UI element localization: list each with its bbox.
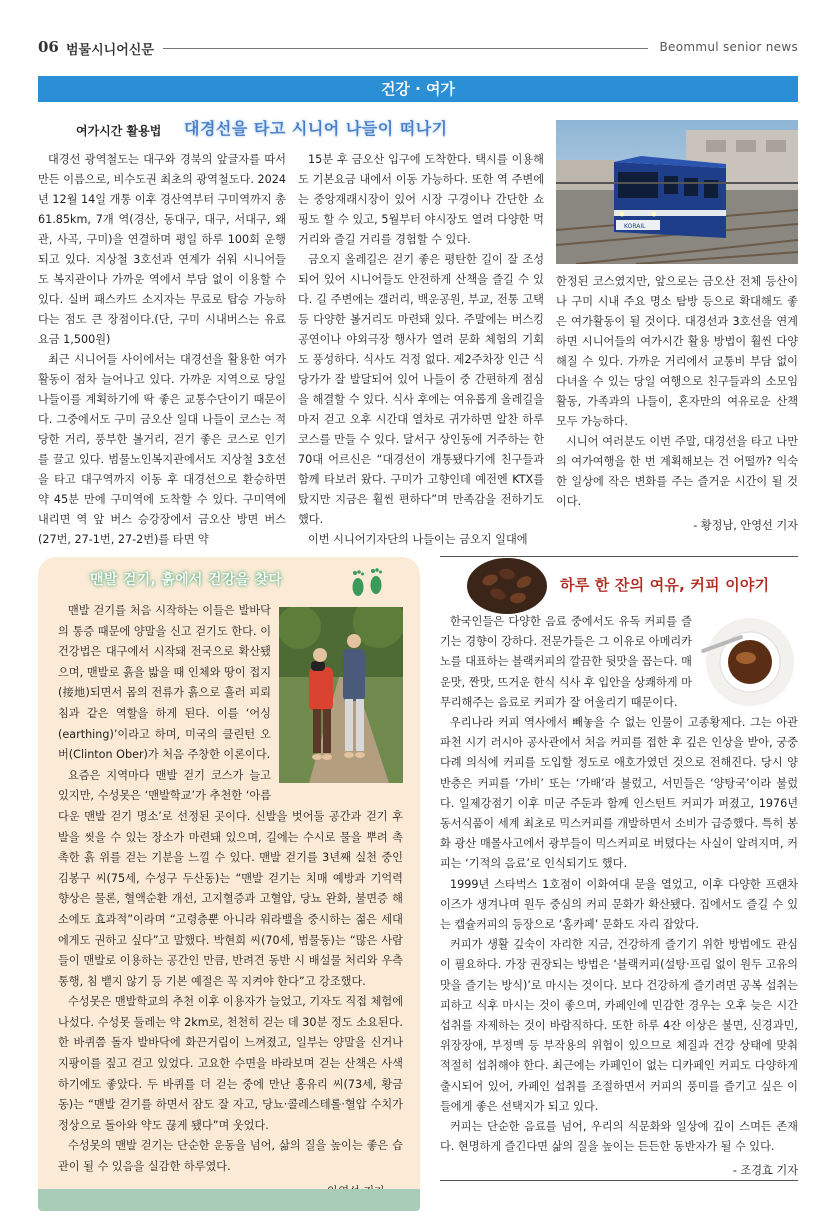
coffee-cup-image: [698, 612, 798, 708]
paragraph: 커피가 생활 깊숙이 자리한 지금, 건강하게 즐기기 위한 방법에도 관심이 필요하다. 가장 권장되는 방법은 ‘블랙커피(설탕·프림 없이 원두 고유의 맛을 즐기는 방식)’로 마시는 것이다. 보다 건강하게 즐기려면 공복 섭취는 피하고 식후 마시는 것이 좋으며, 카페인에 민감한 경우는 오후 늦은 시간 섭취를 자제하는 것이 바람직하다. 또한 하루 4잔 이상은 불면, 신경과민, 위장장애, 부정맥 등 부작용의 위험이 있으므로 체질과 건강 상태에 맞춰 적절히 섭취해야 한다. 최근에는 카페인이 없는 디카페인 커피도 다양하게 출시되어 있어, 카페인 섭취를 조절하면서 커피의 풍미를 즐기고 싶은 이들에게 좋은 선택지가 되고 있다.: [440, 938, 798, 1113]
article3-byline: - 조경효 기자: [732, 1164, 798, 1178]
coffee-bottom-rule: [440, 1180, 798, 1181]
article2-headline: 맨발 걷기, 흙에서 건강을 찾다: [90, 572, 283, 588]
paragraph: 대경선 광역철도는 대구와 경북의 앞글자를 따서 만든 이름으로, 비수도권 최초의 광역철도다. 2024년 12월 14일 개통 이후 경산역부터 구미역까지 총 61.85km, 7개 역(경산, 동대구, 대구, 서대구, 왜관, 사곡, 구미)을 연결하며 평일 하루 100회 운행되고 있다. 지상철 3호선과 연계가 쉬워 시니어들도 복지관이나 가까운 역에서 부담 없이 이용할 수 있다. 실버 패스카드 소지자는 무료로 탑승 가능하다는 점도 큰 장점이다.(단, 구미 시내버스는 유료 요금 1,500원): [38, 153, 286, 346]
paragraph: 시니어 여러분도 이번 주말, 대경선을 타고 나만의 여가여행을 한 번 계획해보는 건 어떨까? 익숙한 일상에 작은 변화를 주는 즐거운 시간이 될 것이다.: [556, 435, 798, 508]
paragraph: 요즘은 지역마다 맨발 걷기 코스가 늘고 있지만, 수성못은 ‘맨발학교’가 추천한 ‘아름다운 맨발 걷기 명소’로 선정된 곳이다. 신발을 벗어둘 공간과 걷기 후 발을 씻을 수 있는 장소가 마련돼 있으며, 길에는 수시로 물을 뿌려 촉촉한 흙 위를 걷는 기분을 느낄 수 있다. 맨발 걷기를 3년째 실천 중인 김봉구 씨(75세, 수성구 두산동)는 “맨발 걷기는 치매 예방과 기억력 향상은 물론, 혈액순환 개선, 고지혈증과 고혈압, 당뇨 완화, 불면증 해소에도 효과적”이라며 “고령층뿐 아니라 워라밸을 중시하는 젊은 세대에게도 권하고 싶다”고 말했다. 박현희 씨(70세, 범물동)는 “많은 사람들이 맨발로 이용하는 공간인 만큼, 반려견 동반 시 배설물 처리와 우측통행, 침 뱉지 않기 등 기본 예절은 꼭 지켜야 한다”고 강조했다.: [58, 768, 403, 988]
korail-logo: KORAIL: [624, 223, 646, 230]
paragraph: 15분 후 금오산 입구에 도착한다. 택시를 이용해도 기본요금 내에서 이동 가능하다. 또한 역 주변에는 중앙재래시장이 있어 시장 구경이나 간단한 쇼핑도 할 수 있고, 5월부터 야시장도 열려 다양한 먹거리와 즐길 거리를 경험할 수 있다.: [298, 153, 544, 246]
barefoot-walking-box: [38, 557, 420, 1211]
paragraph: 한정된 코스였지만, 앞으로는 금오산 전체 등산이나 구미 시내 주요 명소 탐방 등으로 확대해도 좋은 여가활동이 될 것이다. 대경선과 3호선을 연계하면 시니어들의 여가시간 활용 방법이 훨씬 다양해질 수 있다. 가까운 거리에서 교통비 부담 없이 다녀올 수 있는 당일 여행으로 친구들과의 소모임 활동, 가족과의 나들이, 혼자만의 여유로운 산책 모두 가능하다.: [556, 275, 798, 428]
paragraph: 수성못의 맨발 걷기는 단순한 운동을 넘어, 삶의 질을 높이는 좋은 습관이 될 수 있음을 실감한 하루였다.: [58, 1139, 403, 1174]
paragraph: 1999년 스타벅스 1호점이 이화여대 문을 열었고, 이후 다양한 프랜차이즈가 생겨나며 원두 중심의 커피 문화가 확산됐다. 집에서도 즐길 수 있는 캡슐커피의 등장으로 ‘홈카페’ 문화도 자리 잡았다.: [440, 877, 798, 932]
publication-english-name: Beommul senior news: [659, 40, 798, 54]
box-footer-bar: [38, 1189, 420, 1211]
page-header: [38, 36, 798, 60]
paragraph: 한국인들은 다양한 음료 중에서도 유독 커피를 즐기는 경향이 강하다. 전문가들은 그 이유로 아메리카노를 대표하는 블랙커피의 깔끔한 뒷맛을 꼽는다. 매운맛, 짠맛, 뜨거운 한식 식사 후 입안을 상쾌하게 마무리해주는 음료로 커피가 잘 어울리기 때문이다.: [440, 615, 692, 709]
paragraph: 커피는 단순한 음료를 넘어, 우리의 식문화와 일상에 깊이 스며든 존재다. 현명하게 즐긴다면 삶의 질을 높이는 든든한 동반자가 될 수 있다.: [440, 1120, 798, 1154]
header-rule: [163, 48, 648, 49]
article1-headline: 대경선을 타고 시니어 나들이 떠나기: [184, 119, 448, 138]
publication-name: 범물시니어신문: [66, 43, 154, 58]
article1-column-3: [556, 272, 798, 536]
paragraph: 최근 시니어들 사이에서는 대경선을 활용한 여가활동이 점차 늘어나고 있다. 가까운 지역으로 당일 나들이를 계획하기에 딱 좋은 교통수단이기 때문이다. 그중에서도 구미 금오산 일대 나들이 코스는 적당한 거리, 풍부한 볼거리, 걷기 좋은 코스로 인기를 끌고 있다. 범물노인복지관에서도 지상철 3호선을 타고 대구역까지 이동 후 대경선으로 환승하면 약 45분 만에 구미역에 도착할 수 있다. 구미역에 내리면 역 앞 버스 승강장에서 금오산 방면 버스(27번, 27-1번, 27-2번)를 타면 약: [38, 353, 286, 546]
paragraph: 우리나라 커피 역사에서 빼놓을 수 없는 인물이 고종황제다. 그는 아관파천 시기 러시아 공사관에서 처음 커피를 접한 후 깊은 인상을 받아, 궁중 다례 의식에 커피를 도입할 정도로 애호가였던 것으로 전해진다. 당시 양반층은 커피를 ‘가비’ 또는 ‘가배’라 불렀고, 서민들은 ‘양탕국’이라 불렀다. 일제강점기 이후 미군 주둔과 함께 인스턴트 커피가 퍼졌고, 1976년 동서식품이 세계 최초로 믹스커피를 개발하면서 소비가 급증했다. 특히 봉화 광산 매몰사고에서 광부들이 믹스커피로 버텼다는 사실이 알려지며, 커피는 ‘기적의 음료’로 인식되기도 했다.: [440, 716, 798, 871]
paragraph: 금오지 올레길은 걷기 좋은 평탄한 길이 잘 조성되어 있어 시니어들도 안전하게 산책을 즐길 수 있다. 길 주변에는 갤러리, 백운공원, 부교, 전통 고택 등 다양한 볼거리도 마련돼 있다. 주말에는 버스킹 공연이나 야외극장 행사가 열려 문화 체험의 기회도 풍성하다. 식사도 걱정 없다. 제2주차장 인근 식당가가 잘 발달되어 있어 나들이 중 간편하게 점심을 해결할 수 있다. 식사 후에는 여유롭게 올레길을 마저 걷고 오후 시간대 열차로 귀가하면 알찬 하루 코스를 만들 수 있다. 달서구 상인동에 거주하는 한 70대 어르신은 “대경선이 개통됐다기에 친구들과 함께 타보러 왔다. 구미가 고향인데 예전엔 KTX를 탔지만 지금은 훨씬 편하다”며 만족감을 전하기도 했다.: [298, 253, 544, 526]
paragraph: 수성못은 맨발학교의 추천 이후 이용자가 늘었고, 기자도 직접 체험에 나섰다. 수성못 둘레는 약 2km로, 천천히 걷는 데 30분 정도 소요된다. 한 바퀴쯤 돌자 발바닥에 화끈거림이 느껴졌고, 일부는 양말을 신거나 지팡이를 짚고 걷고 있었다. 고요한 수면을 바라보며 걷는 산책은 사색하기에도 좋았다. 두 바퀴를 더 걷는 중에 만난 홍유리 씨(73세, 황금동)는 “맨발 걷기를 하면서 잠도 잘 자고, 당뇨·콜레스테롤·혈압 수치가 정상으로 돌아와 약도 끊게 됐다”며 웃었다.: [58, 995, 403, 1132]
coffee-beans-image: [462, 558, 552, 618]
article3-body: [440, 612, 798, 1182]
coffee-top-rule: [440, 556, 798, 557]
article1-byline: - 황정남, 안영선 기자: [693, 519, 798, 532]
train-photo: [556, 120, 798, 264]
article2-body: [58, 601, 403, 1202]
article3-headline: 하루 한 잔의 여유, 커피 이야기: [560, 576, 770, 594]
article1-kicker: 여가시간 활용법: [76, 124, 162, 138]
page-number: 06: [38, 38, 59, 56]
article1-column-2: [298, 150, 544, 550]
section-title: 건강 · 여가: [38, 76, 798, 102]
footprints-icon: [346, 565, 388, 599]
paragraph: 맨발 걷기를 처음 시작하는 이들은 발바닥의 통증 때문에 양말을 신고 걷기도 한다. 이 건강법은 대구에서 시작돼 전국으로 확산됐으며, 맨발로 흙을 밟을 때 인체와 땅이 접지(接地)되면서 몸의 전류가 흙으로 흘러 피뢰침과 같은 역할을 하게 된다. 이를 ‘어싱(earthing)’이라고 하며, 미국의 클린턴 오버(Clinton Ober)가 처음 주창한 이론이다.: [58, 604, 271, 762]
paragraph: 이번 시니어기자단의 나들이는 금오지 일대에: [308, 533, 528, 546]
barefoot-walkers-photo: [279, 607, 403, 783]
article1-column-1: [38, 150, 286, 550]
